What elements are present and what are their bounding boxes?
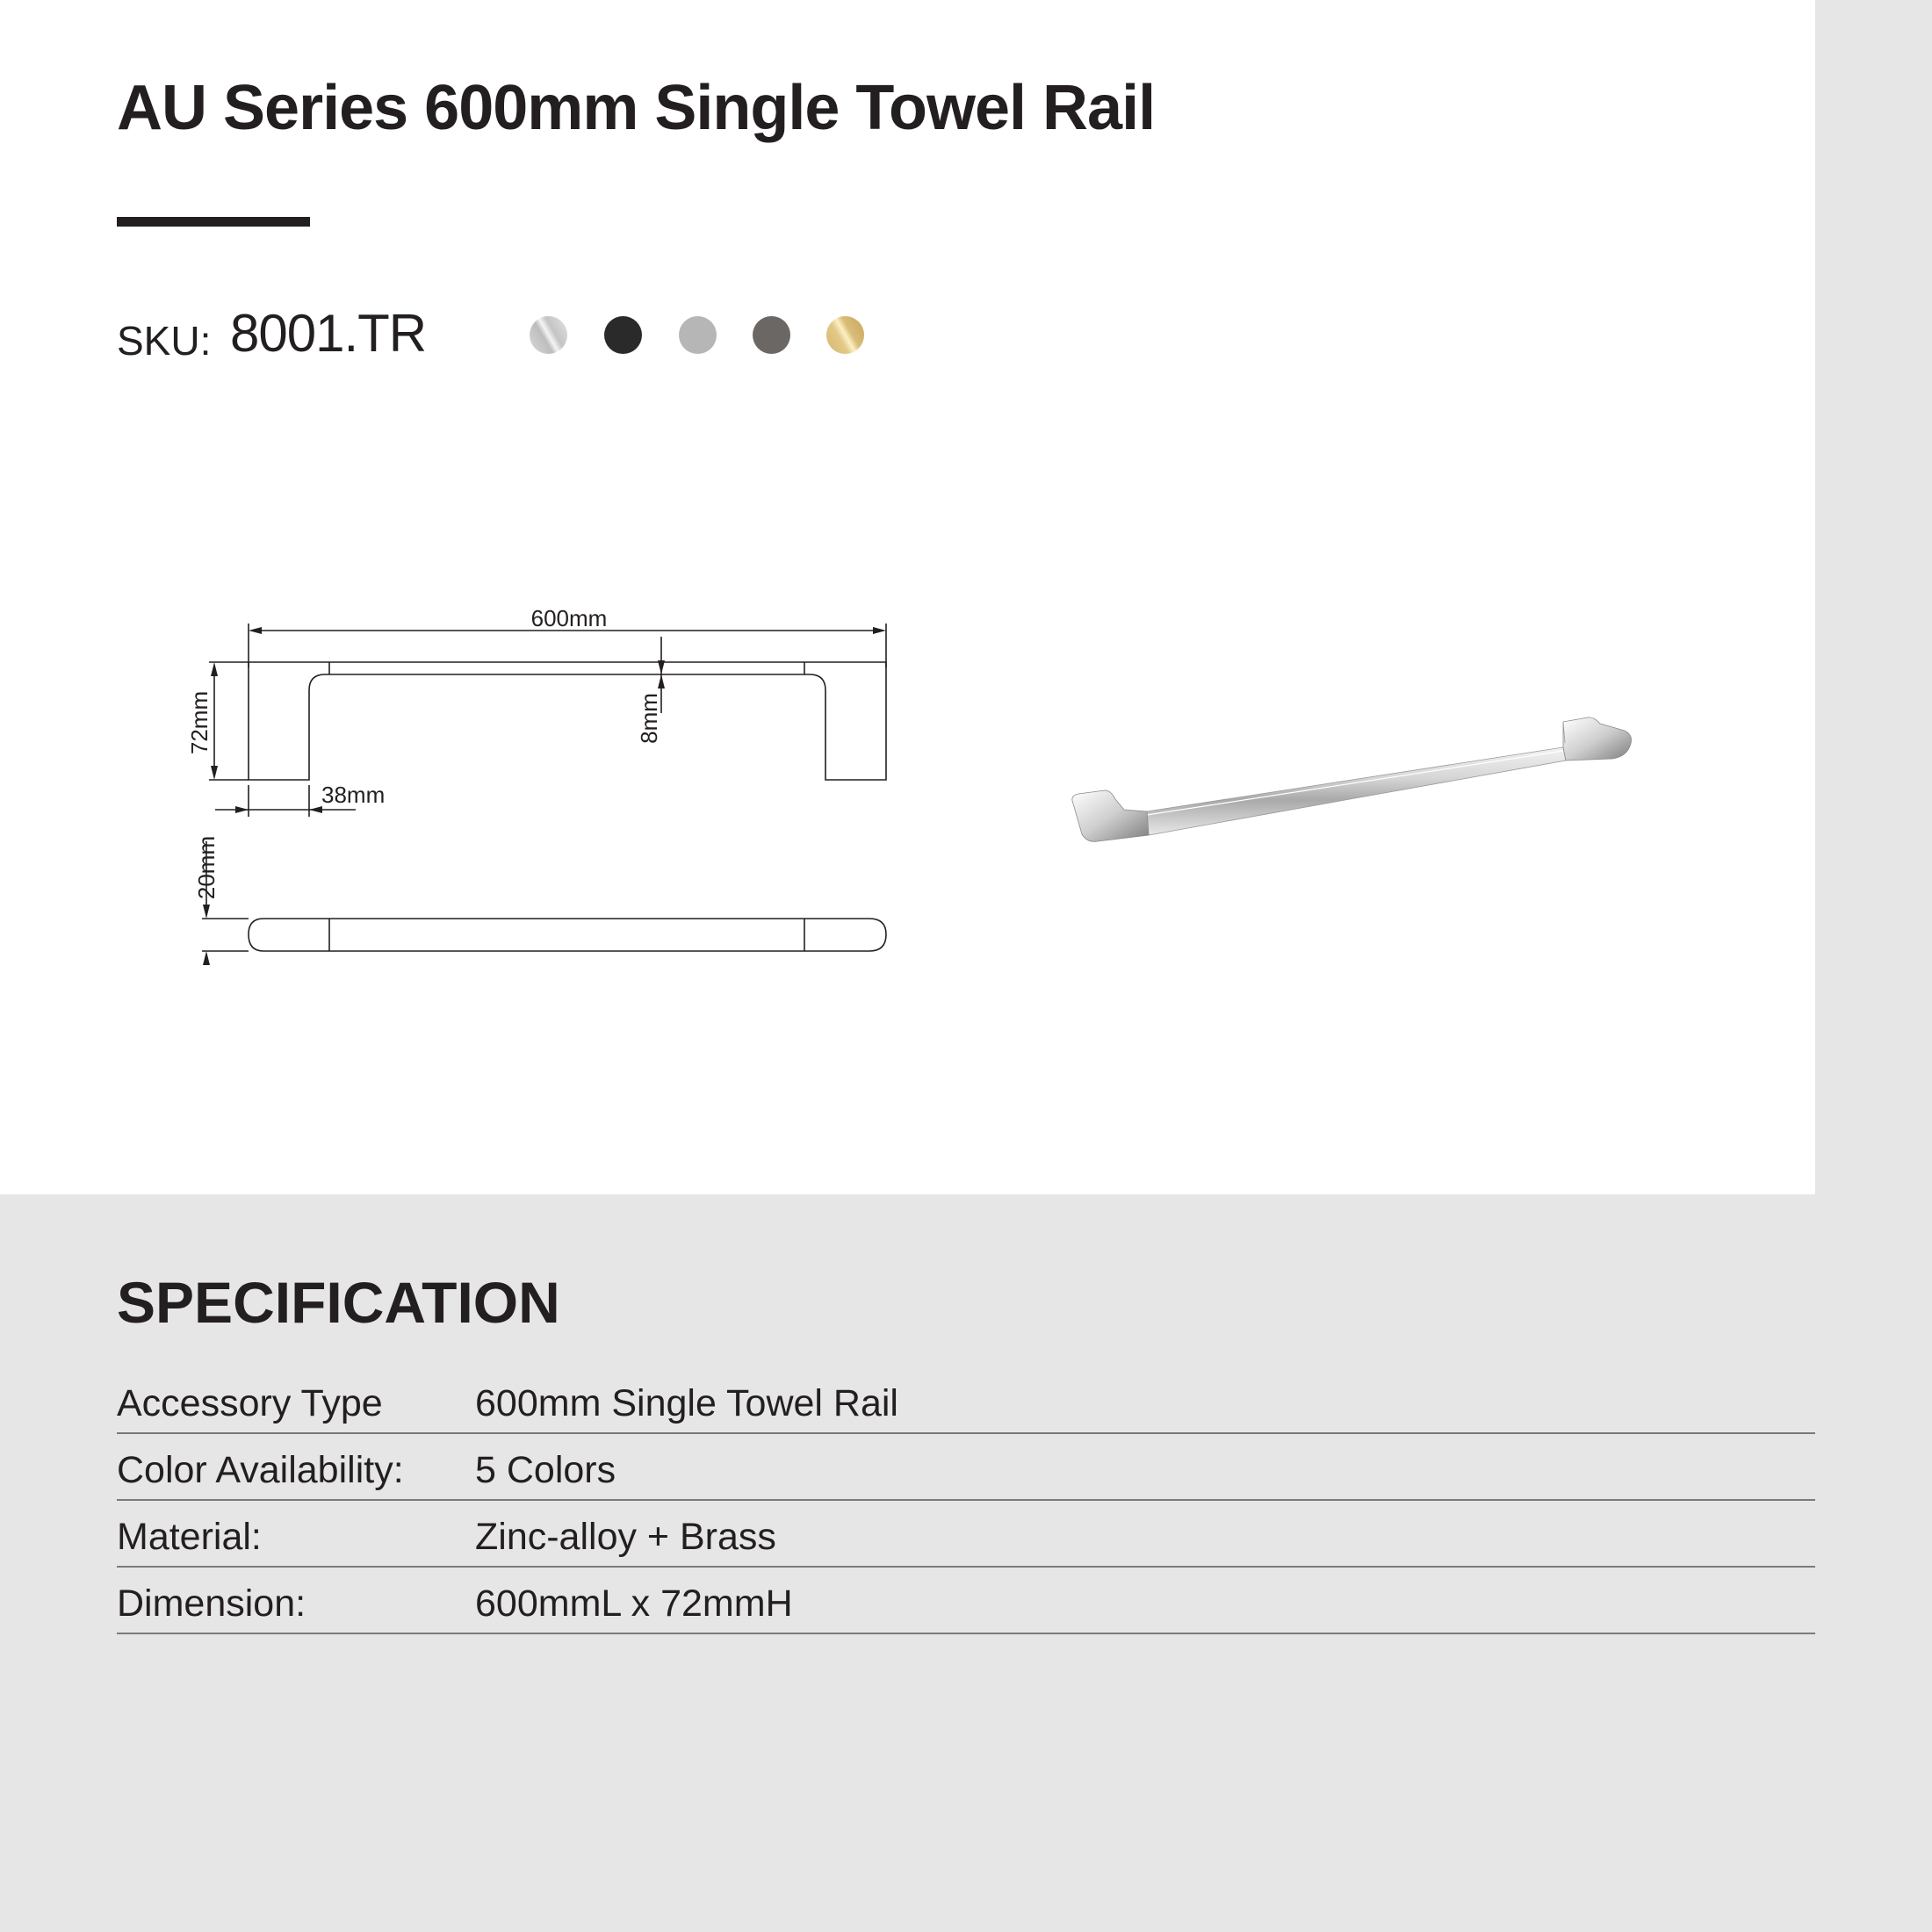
dim-width-label: 600mm xyxy=(530,605,608,631)
title-underline xyxy=(117,217,310,227)
spec-label: Material: xyxy=(117,1516,262,1558)
spec-row-dimension xyxy=(117,1568,1815,1634)
page-title: AU Series 600mm Single Towel Rail xyxy=(117,73,1156,143)
swatch-brushed-nickel[interactable] xyxy=(679,316,717,354)
swatch-gunmetal[interactable] xyxy=(753,316,790,354)
swatch-brushed-gold[interactable] xyxy=(826,316,864,354)
spec-label: Color Availability: xyxy=(117,1449,404,1491)
sku-label: SKU: xyxy=(117,318,212,364)
sku-value: 8001.TR xyxy=(230,304,427,363)
spec-value: 5 Colors xyxy=(475,1449,616,1491)
dim-height-label: 72mm xyxy=(186,690,213,755)
dim-leg-width-label: 38mm xyxy=(321,782,386,808)
spec-row-accessory-type xyxy=(117,1367,1815,1434)
specification-table xyxy=(117,1367,1815,1634)
product-image xyxy=(1058,703,1638,861)
spec-value: 600mmL x 72mmH xyxy=(475,1582,793,1625)
spec-value: Zinc-alloy + Brass xyxy=(475,1516,776,1558)
swatch-chrome[interactable] xyxy=(530,316,567,354)
spec-row-color-availability xyxy=(117,1434,1815,1501)
spec-row-material xyxy=(117,1501,1815,1568)
dim-depth-label: 20mm xyxy=(193,835,220,900)
specification-heading: SPECIFICATION xyxy=(117,1270,560,1335)
technical-drawing xyxy=(176,597,913,966)
swatch-matte-black[interactable] xyxy=(604,316,642,354)
spec-label: Dimension: xyxy=(117,1582,306,1625)
spec-value: 600mm Single Towel Rail xyxy=(475,1382,898,1424)
dim-bar-thickness-label: 8mm xyxy=(636,693,662,744)
spec-label: Accessory Type xyxy=(117,1382,383,1424)
